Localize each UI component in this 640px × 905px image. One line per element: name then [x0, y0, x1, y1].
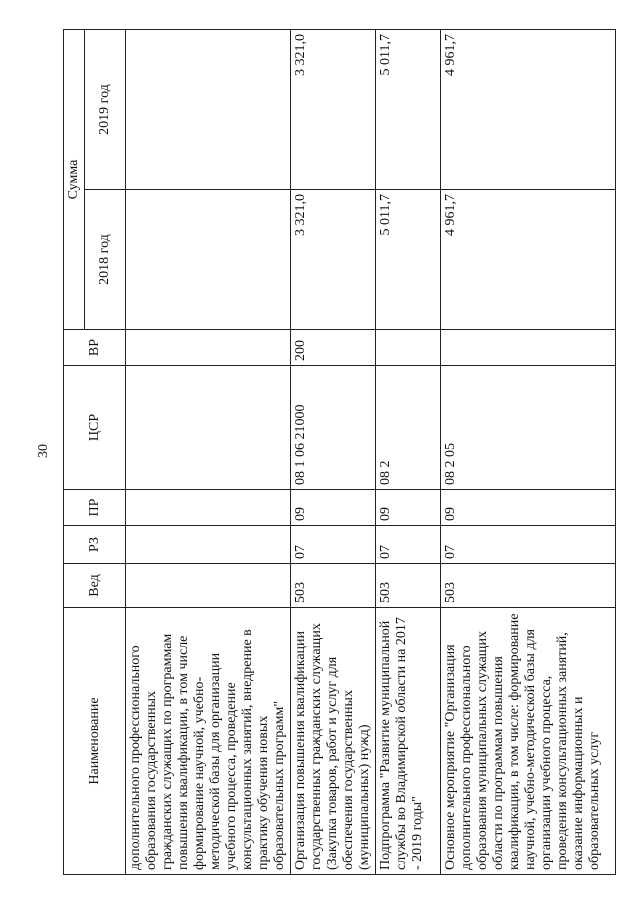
cell-sum-2018 — [126, 190, 291, 330]
cell-pr: 09 — [441, 490, 616, 526]
page-number: 30 — [36, 444, 51, 458]
header-name: Наименование — [64, 608, 126, 875]
cell-csr: 08 2 05 — [441, 366, 616, 490]
cell-csr: 08 1 06 21000 — [291, 366, 376, 490]
cell-pr: 09 — [376, 490, 441, 526]
cell-rz — [126, 526, 291, 564]
cell-pr: 09 — [291, 490, 376, 526]
cell-vr — [441, 330, 616, 366]
header-ved: Вед — [64, 564, 126, 608]
cell-vr: 200 — [291, 330, 376, 366]
cell-rz: 07 — [291, 526, 376, 564]
header-year-2018: 2018 год — [85, 190, 126, 330]
cell-ved: 503 — [376, 564, 441, 608]
cell-csr — [126, 366, 291, 490]
cell-vr — [376, 330, 441, 366]
header-year-2019: 2019 год — [85, 30, 126, 190]
cell-vr — [126, 330, 291, 366]
table-row — [441, 30, 616, 875]
header-vr: ВР — [64, 330, 126, 366]
header-rz: РЗ — [64, 526, 126, 564]
cell-pr — [126, 490, 291, 526]
cell-sum-2019: 4 961,7 — [441, 30, 616, 190]
header-sum: Сумма — [64, 30, 85, 330]
table-row — [376, 30, 441, 875]
cell-sum-2018: 3 321,0 — [291, 190, 376, 330]
cell-ved — [126, 564, 291, 608]
header-pr: ПР — [64, 490, 126, 526]
cell-sum-2018: 5 011,7 — [376, 190, 441, 330]
cell-sum-2019: 5 011,7 — [376, 30, 441, 190]
table-row — [126, 30, 291, 875]
header-csr: ЦСР — [64, 366, 126, 490]
cell-rz: 07 — [376, 526, 441, 564]
cell-ved: 503 — [291, 564, 376, 608]
cell-ved: 503 — [441, 564, 616, 608]
cell-sum-2019: 3 321,0 — [291, 30, 376, 190]
cell-name: Основное мероприятие "Организация дополнительного профессионального образования муниципальных служащих области по программам повышения квалификации, в том числе: формирование научной, учебно-методической базы для организации учебного процесса, проведения консультационных занятий, оказание информационных и образовательных услуг — [441, 608, 616, 875]
cell-csr: 08 2 — [376, 366, 441, 490]
table-row — [291, 30, 376, 875]
cell-sum-2018: 4 961,7 — [441, 190, 616, 330]
cell-sum-2019 — [126, 30, 291, 190]
cell-name: дополнительного профессионального образования государственных гражданских служащих по программам повышения квалификации, в том числе формирование научной, учебно-методической базы для организации учебного процесса, проведение консультационных занятий, внедрение в практику обучения новых образовательных программ" — [126, 608, 291, 875]
budget-table — [63, 29, 616, 875]
cell-name: Организация повышения квалификации государственных гражданских служащих (Закупка товаров, работ и услуг для обеспечения государственных (муниципальных) нужд) — [291, 608, 376, 875]
header-row-top — [64, 30, 85, 875]
cell-name: Подпрограмма "Развитие муниципальной службы во Владимирской области на 2017 - 2019 годы" — [376, 608, 441, 875]
cell-rz: 07 — [441, 526, 616, 564]
